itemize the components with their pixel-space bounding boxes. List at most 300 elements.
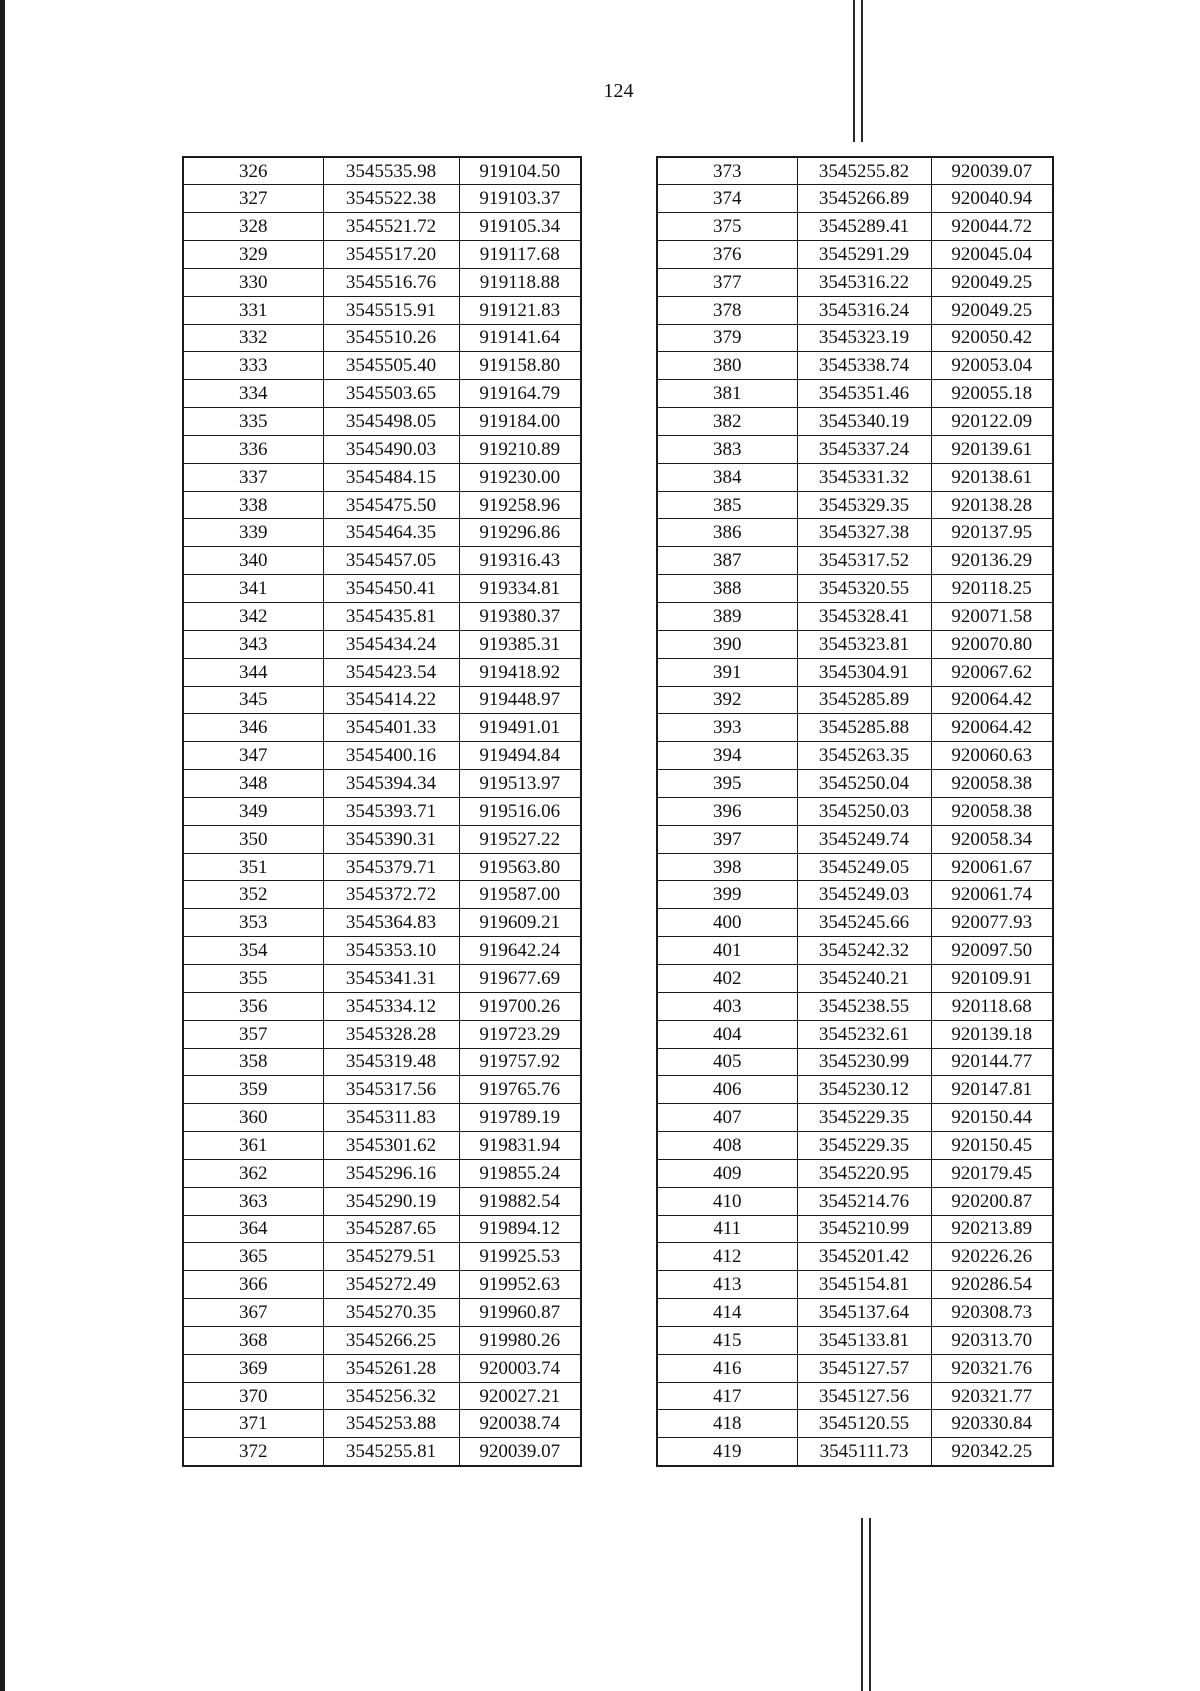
y-coordinate-cell: 920122.09 [931,408,1053,436]
x-coordinate-cell: 3545270.35 [323,1299,459,1327]
point-id-cell: 367 [183,1299,323,1327]
table-row [657,157,1053,185]
table-row [183,1076,581,1104]
point-id-cell: 335 [183,408,323,436]
table-row [657,1215,1053,1243]
y-coordinate-cell: 920055.18 [931,380,1053,408]
table-row [657,1410,1053,1438]
table-row [183,241,581,269]
y-coordinate-cell: 920200.87 [931,1187,1053,1215]
x-coordinate-cell: 3545229.35 [797,1132,931,1160]
x-coordinate-cell: 3545253.88 [323,1410,459,1438]
point-id-cell: 339 [183,519,323,547]
point-id-cell: 399 [657,881,797,909]
x-coordinate-cell: 3545423.54 [323,658,459,686]
table-row [183,1104,581,1132]
table-row [183,519,581,547]
x-coordinate-cell: 3545320.55 [797,575,931,603]
point-id-cell: 329 [183,241,323,269]
table-row [183,909,581,937]
y-coordinate-cell: 919952.63 [459,1271,581,1299]
x-coordinate-cell: 3545503.65 [323,380,459,408]
y-coordinate-cell: 920053.04 [931,352,1053,380]
table-row [183,937,581,965]
point-id-cell: 398 [657,853,797,881]
y-coordinate-cell: 920330.84 [931,1410,1053,1438]
point-id-cell: 377 [657,268,797,296]
y-coordinate-cell: 919642.24 [459,937,581,965]
x-coordinate-cell: 3545210.99 [797,1215,931,1243]
y-coordinate-cell: 919609.21 [459,909,581,937]
point-id-cell: 347 [183,742,323,770]
coordinates-table-left [182,156,582,1467]
x-coordinate-cell: 3545464.35 [323,519,459,547]
x-coordinate-cell: 3545535.98 [323,157,459,185]
y-coordinate-cell: 919587.00 [459,881,581,909]
y-coordinate-cell: 920061.67 [931,853,1053,881]
y-coordinate-cell: 920138.28 [931,491,1053,519]
table-row [657,1354,1053,1382]
y-coordinate-cell: 919380.37 [459,603,581,631]
point-id-cell: 368 [183,1326,323,1354]
x-coordinate-cell: 3545287.65 [323,1215,459,1243]
x-coordinate-cell: 3545201.42 [797,1243,931,1271]
table-row [657,797,1053,825]
x-coordinate-cell: 3545328.41 [797,603,931,631]
point-id-cell: 358 [183,1048,323,1076]
x-coordinate-cell: 3545393.71 [323,797,459,825]
point-id-cell: 386 [657,519,797,547]
table-row [183,881,581,909]
x-coordinate-cell: 3545379.71 [323,853,459,881]
coordinates-table-right [656,156,1054,1467]
y-coordinate-cell: 919563.80 [459,853,581,881]
y-coordinate-cell: 919164.79 [459,380,581,408]
table-row [657,1132,1053,1160]
x-coordinate-cell: 3545289.41 [797,213,931,241]
table-row [657,1076,1053,1104]
x-coordinate-cell: 3545133.81 [797,1326,931,1354]
table-row [657,937,1053,965]
y-coordinate-cell: 919141.64 [459,324,581,352]
y-coordinate-cell: 920313.70 [931,1326,1053,1354]
point-id-cell: 364 [183,1215,323,1243]
x-coordinate-cell: 3545255.81 [323,1438,459,1466]
y-coordinate-cell: 920150.45 [931,1132,1053,1160]
point-id-cell: 336 [183,435,323,463]
table-row [183,1410,581,1438]
point-id-cell: 387 [657,547,797,575]
y-coordinate-cell: 920027.21 [459,1382,581,1410]
point-id-cell: 349 [183,797,323,825]
table-row [183,853,581,881]
x-coordinate-cell: 3545510.26 [323,324,459,352]
point-id-cell: 411 [657,1215,797,1243]
point-id-cell: 357 [183,1020,323,1048]
point-id-cell: 353 [183,909,323,937]
table-row [657,268,1053,296]
y-coordinate-cell: 919831.94 [459,1132,581,1160]
x-coordinate-cell: 3545522.38 [323,185,459,213]
table-row [657,770,1053,798]
scan-edge [0,0,5,1691]
y-coordinate-cell: 919296.86 [459,519,581,547]
y-coordinate-cell: 919855.24 [459,1159,581,1187]
point-id-cell: 333 [183,352,323,380]
point-id-cell: 369 [183,1354,323,1382]
x-coordinate-cell: 3545316.24 [797,296,931,324]
table-row [183,714,581,742]
y-coordinate-cell: 919757.92 [459,1048,581,1076]
table-row [183,825,581,853]
y-coordinate-cell: 919104.50 [459,157,581,185]
point-id-cell: 363 [183,1187,323,1215]
y-coordinate-cell: 919677.69 [459,964,581,992]
x-coordinate-cell: 3545304.91 [797,658,931,686]
y-coordinate-cell: 920040.94 [931,185,1053,213]
x-coordinate-cell: 3545220.95 [797,1159,931,1187]
table-row [657,686,1053,714]
point-id-cell: 413 [657,1271,797,1299]
point-id-cell: 343 [183,630,323,658]
point-id-cell: 337 [183,463,323,491]
x-coordinate-cell: 3545338.74 [797,352,931,380]
point-id-cell: 381 [657,380,797,408]
y-coordinate-cell: 920139.61 [931,435,1053,463]
table-row [657,1299,1053,1327]
table-row [183,1299,581,1327]
y-coordinate-cell: 919925.53 [459,1243,581,1271]
table-row [183,463,581,491]
x-coordinate-cell: 3545475.50 [323,491,459,519]
y-coordinate-cell: 919105.34 [459,213,581,241]
table-row [657,1159,1053,1187]
binding-line [861,1518,863,1691]
point-id-cell: 372 [183,1438,323,1466]
y-coordinate-cell: 920097.50 [931,937,1053,965]
table-row [657,324,1053,352]
y-coordinate-cell: 919894.12 [459,1215,581,1243]
point-id-cell: 327 [183,185,323,213]
table-row [183,491,581,519]
y-coordinate-cell: 920071.58 [931,603,1053,631]
x-coordinate-cell: 3545127.57 [797,1354,931,1382]
point-id-cell: 334 [183,380,323,408]
x-coordinate-cell: 3545266.89 [797,185,931,213]
point-id-cell: 378 [657,296,797,324]
y-coordinate-cell: 919316.43 [459,547,581,575]
x-coordinate-cell: 3545238.55 [797,992,931,1020]
y-coordinate-cell: 919765.76 [459,1076,581,1104]
x-coordinate-cell: 3545484.15 [323,463,459,491]
x-coordinate-cell: 3545317.52 [797,547,931,575]
y-coordinate-cell: 919258.96 [459,491,581,519]
point-id-cell: 385 [657,491,797,519]
x-coordinate-cell: 3545341.31 [323,964,459,992]
point-id-cell: 407 [657,1104,797,1132]
point-id-cell: 370 [183,1382,323,1410]
table-row [657,853,1053,881]
table-row [657,1438,1053,1466]
table-row [657,408,1053,436]
table-row [657,296,1053,324]
point-id-cell: 396 [657,797,797,825]
x-coordinate-cell: 3545316.22 [797,268,931,296]
point-id-cell: 332 [183,324,323,352]
point-id-cell: 346 [183,714,323,742]
y-coordinate-cell: 919118.88 [459,268,581,296]
y-coordinate-cell: 919700.26 [459,992,581,1020]
y-coordinate-cell: 920321.76 [931,1354,1053,1382]
y-coordinate-cell: 919516.06 [459,797,581,825]
y-coordinate-cell: 919117.68 [459,241,581,269]
y-coordinate-cell: 920003.74 [459,1354,581,1382]
x-coordinate-cell: 3545319.48 [323,1048,459,1076]
y-coordinate-cell: 920077.93 [931,909,1053,937]
point-id-cell: 415 [657,1326,797,1354]
y-coordinate-cell: 920045.04 [931,241,1053,269]
y-coordinate-cell: 920049.25 [931,268,1053,296]
point-id-cell: 417 [657,1382,797,1410]
y-coordinate-cell: 920137.95 [931,519,1053,547]
table-row [183,547,581,575]
y-coordinate-cell: 920058.34 [931,825,1053,853]
point-id-cell: 380 [657,352,797,380]
table-row [183,1215,581,1243]
x-coordinate-cell: 3545516.76 [323,268,459,296]
y-coordinate-cell: 919103.37 [459,185,581,213]
x-coordinate-cell: 3545400.16 [323,742,459,770]
table-row [183,296,581,324]
point-id-cell: 383 [657,435,797,463]
x-coordinate-cell: 3545327.38 [797,519,931,547]
x-coordinate-cell: 3545111.73 [797,1438,931,1466]
table-row [657,575,1053,603]
x-coordinate-cell: 3545331.32 [797,463,931,491]
table-row [657,909,1053,937]
table-row [657,491,1053,519]
x-coordinate-cell: 3545450.41 [323,575,459,603]
point-id-cell: 375 [657,213,797,241]
table-row [657,714,1053,742]
y-coordinate-cell: 920050.42 [931,324,1053,352]
x-coordinate-cell: 3545414.22 [323,686,459,714]
point-id-cell: 344 [183,658,323,686]
table-row [657,825,1053,853]
point-id-cell: 416 [657,1354,797,1382]
table-row [183,603,581,631]
point-id-cell: 365 [183,1243,323,1271]
x-coordinate-cell: 3545457.05 [323,547,459,575]
table-row [657,1243,1053,1271]
point-id-cell: 414 [657,1299,797,1327]
x-coordinate-cell: 3545390.31 [323,825,459,853]
y-coordinate-cell: 920342.25 [931,1438,1053,1466]
table-row [657,547,1053,575]
y-coordinate-cell: 919789.19 [459,1104,581,1132]
y-coordinate-cell: 920139.18 [931,1020,1053,1048]
point-id-cell: 354 [183,937,323,965]
point-id-cell: 373 [657,157,797,185]
point-id-cell: 362 [183,1159,323,1187]
table-row [183,964,581,992]
y-coordinate-cell: 919882.54 [459,1187,581,1215]
x-coordinate-cell: 3545266.25 [323,1326,459,1354]
point-id-cell: 350 [183,825,323,853]
x-coordinate-cell: 3545249.05 [797,853,931,881]
x-coordinate-cell: 3545323.19 [797,324,931,352]
x-coordinate-cell: 3545334.12 [323,992,459,1020]
y-coordinate-cell: 919980.26 [459,1326,581,1354]
table-row [183,435,581,463]
y-coordinate-cell: 920049.25 [931,296,1053,324]
table-row [183,575,581,603]
y-coordinate-cell: 920064.42 [931,714,1053,742]
table-row [183,213,581,241]
y-coordinate-cell: 919184.00 [459,408,581,436]
y-coordinate-cell: 919418.92 [459,658,581,686]
table-row [183,408,581,436]
y-coordinate-cell: 920061.74 [931,881,1053,909]
table-row [657,1048,1053,1076]
table-row [657,630,1053,658]
x-coordinate-cell: 3545261.28 [323,1354,459,1382]
point-id-cell: 374 [657,185,797,213]
y-coordinate-cell: 920039.07 [931,157,1053,185]
x-coordinate-cell: 3545230.99 [797,1048,931,1076]
x-coordinate-cell: 3545250.03 [797,797,931,825]
point-id-cell: 351 [183,853,323,881]
x-coordinate-cell: 3545127.56 [797,1382,931,1410]
y-coordinate-cell: 920118.25 [931,575,1053,603]
table-row [183,1354,581,1382]
y-coordinate-cell: 919513.97 [459,770,581,798]
y-coordinate-cell: 920179.45 [931,1159,1053,1187]
x-coordinate-cell: 3545353.10 [323,937,459,965]
y-coordinate-cell: 919210.89 [459,435,581,463]
x-coordinate-cell: 3545323.81 [797,630,931,658]
table-row [183,742,581,770]
point-id-cell: 330 [183,268,323,296]
y-coordinate-cell: 920226.26 [931,1243,1053,1271]
x-coordinate-cell: 3545250.04 [797,770,931,798]
point-id-cell: 391 [657,658,797,686]
x-coordinate-cell: 3545394.34 [323,770,459,798]
x-coordinate-cell: 3545120.55 [797,1410,931,1438]
y-coordinate-cell: 920067.62 [931,658,1053,686]
y-coordinate-cell: 920144.77 [931,1048,1053,1076]
x-coordinate-cell: 3545154.81 [797,1271,931,1299]
table-row [183,1243,581,1271]
point-id-cell: 405 [657,1048,797,1076]
table-row [657,1020,1053,1048]
point-id-cell: 389 [657,603,797,631]
table-row [657,1187,1053,1215]
table-row [183,1132,581,1160]
point-id-cell: 331 [183,296,323,324]
x-coordinate-cell: 3545434.24 [323,630,459,658]
table-row [657,1271,1053,1299]
x-coordinate-cell: 3545290.19 [323,1187,459,1215]
y-coordinate-cell: 920109.91 [931,964,1053,992]
table-row [183,658,581,686]
point-id-cell: 382 [657,408,797,436]
y-coordinate-cell: 920150.44 [931,1104,1053,1132]
point-id-cell: 379 [657,324,797,352]
page-number: 124 [603,80,634,102]
table-row [657,1382,1053,1410]
point-id-cell: 352 [183,881,323,909]
table-row [183,1159,581,1187]
point-id-cell: 384 [657,463,797,491]
table-row [183,380,581,408]
x-coordinate-cell: 3545301.62 [323,1132,459,1160]
point-id-cell: 410 [657,1187,797,1215]
table-row [183,1048,581,1076]
y-coordinate-cell: 920147.81 [931,1076,1053,1104]
point-id-cell: 408 [657,1132,797,1160]
table-row [657,1104,1053,1132]
table-row [657,519,1053,547]
point-id-cell: 361 [183,1132,323,1160]
table-row [183,185,581,213]
y-coordinate-cell: 920044.72 [931,213,1053,241]
table-row [657,185,1053,213]
x-coordinate-cell: 3545515.91 [323,296,459,324]
x-coordinate-cell: 3545230.12 [797,1076,931,1104]
y-coordinate-cell: 919494.84 [459,742,581,770]
table-row [657,435,1053,463]
y-coordinate-cell: 919158.80 [459,352,581,380]
y-coordinate-cell: 920064.42 [931,686,1053,714]
table-row [183,1187,581,1215]
table-row [183,352,581,380]
table-row [657,241,1053,269]
point-id-cell: 376 [657,241,797,269]
point-id-cell: 402 [657,964,797,992]
y-coordinate-cell: 920039.07 [459,1438,581,1466]
y-coordinate-cell: 920138.61 [931,463,1053,491]
x-coordinate-cell: 3545517.20 [323,241,459,269]
x-coordinate-cell: 3545490.03 [323,435,459,463]
point-id-cell: 418 [657,1410,797,1438]
point-id-cell: 419 [657,1438,797,1466]
point-id-cell: 360 [183,1104,323,1132]
x-coordinate-cell: 3545351.46 [797,380,931,408]
point-id-cell: 400 [657,909,797,937]
y-coordinate-cell: 920286.54 [931,1271,1053,1299]
x-coordinate-cell: 3545245.66 [797,909,931,937]
x-coordinate-cell: 3545340.19 [797,408,931,436]
point-id-cell: 409 [657,1159,797,1187]
x-coordinate-cell: 3545232.61 [797,1020,931,1048]
table-row [657,380,1053,408]
table-row [183,324,581,352]
table-row [657,881,1053,909]
x-coordinate-cell: 3545364.83 [323,909,459,937]
x-coordinate-cell: 3545137.64 [797,1299,931,1327]
point-id-cell: 328 [183,213,323,241]
y-coordinate-cell: 919960.87 [459,1299,581,1327]
point-id-cell: 342 [183,603,323,631]
y-coordinate-cell: 919385.31 [459,630,581,658]
y-coordinate-cell: 920038.74 [459,1410,581,1438]
table-row [183,686,581,714]
y-coordinate-cell: 919230.00 [459,463,581,491]
table-row [183,797,581,825]
point-id-cell: 388 [657,575,797,603]
point-id-cell: 356 [183,992,323,1020]
